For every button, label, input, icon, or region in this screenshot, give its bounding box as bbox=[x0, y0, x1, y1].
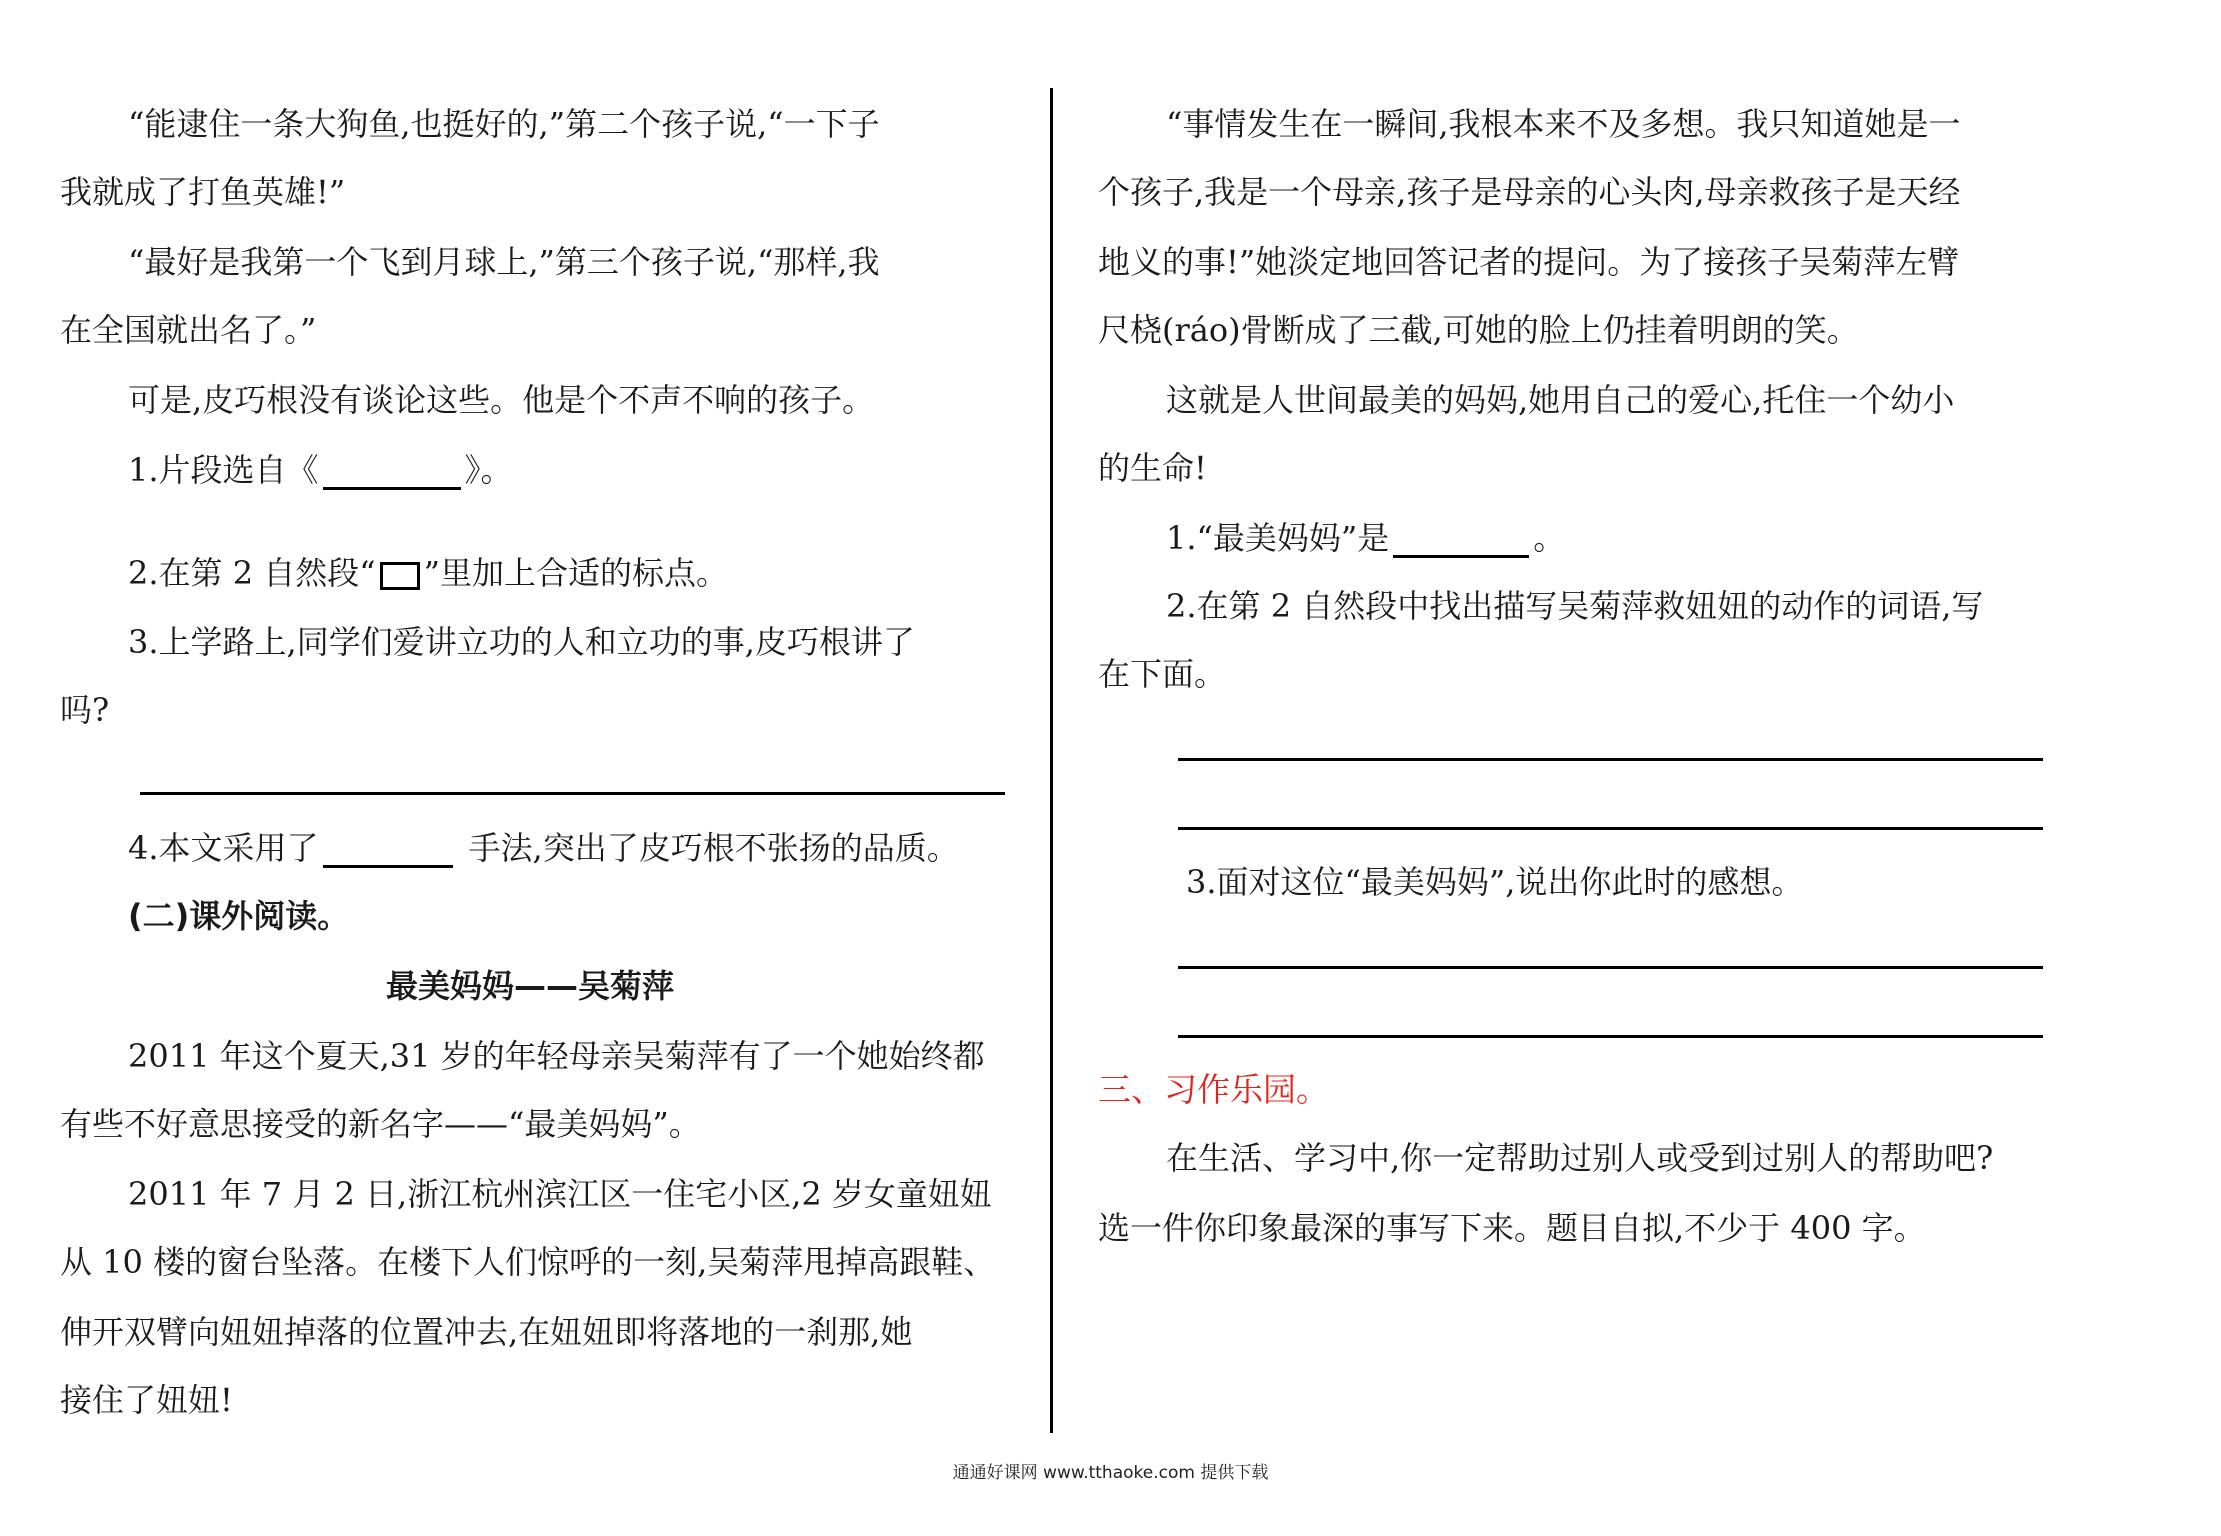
question-2 bbox=[128, 553, 728, 593]
passage-line: 在全国就出名了。” bbox=[60, 311, 317, 349]
column-divider bbox=[1050, 88, 1053, 1433]
article-line: 伸开双臂向妞妞掉落的位置冲去,在妞妞即将落地的一刹那,她 bbox=[60, 1313, 913, 1351]
question-3-cont: 吗? bbox=[60, 691, 110, 729]
writing-prompt-line: 在生活、学习中,你一定帮助过别人或受到过别人的帮助吧? bbox=[1166, 1139, 1994, 1177]
question-r1 bbox=[1166, 518, 1565, 558]
question-1-prefix: 1.片段选自《 bbox=[128, 451, 319, 489]
section-heading-red: 三、习作乐园。 bbox=[1098, 1070, 1329, 1109]
answer-line[interactable] bbox=[1178, 827, 2043, 830]
passage-line: “能逮住一条大狗鱼,也挺好的,”第二个孩子说,“一下子 bbox=[128, 105, 880, 143]
article-line: 这就是人世间最美的妈妈,她用自己的爱心,托住一个幼小 bbox=[1166, 381, 1955, 419]
article-line: 有些不好意思接受的新名字——“最美妈妈”。 bbox=[60, 1105, 701, 1143]
article-title: 最美妈妈——吴菊萍 bbox=[385, 967, 674, 1005]
article-line: 2011 年这个夏天,31 岁的年轻母亲吴菊萍有了一个她始终都 bbox=[128, 1037, 985, 1075]
answer-line[interactable] bbox=[1178, 1035, 2043, 1038]
article-line: 个孩子,我是一个母亲,孩子是母亲的心头肉,母亲救孩子是天经 bbox=[1098, 173, 1961, 211]
question-r1-prefix: 1.“最美妈妈”是 bbox=[1166, 519, 1390, 557]
answer-blank[interactable] bbox=[323, 835, 453, 868]
question-r1-suffix: 。 bbox=[1533, 519, 1566, 557]
article-line: 接住了妞妞! bbox=[60, 1381, 233, 1419]
footer-source: 通通好课网 www.tthaoke.com 提供下载 bbox=[952, 1463, 1269, 1483]
section-heading: (二)课外阅读。 bbox=[128, 897, 350, 935]
question-3: 3.上学路上,同学们爱讲立功的人和立功的事,皮巧根讲了 bbox=[128, 623, 915, 661]
answer-blank[interactable] bbox=[323, 457, 461, 490]
article-line: 的生命! bbox=[1098, 449, 1207, 487]
writing-prompt-line: 选一件你印象最深的事写下来。题目自拟,不少于 400 字。 bbox=[1098, 1209, 1926, 1247]
passage-line: “最好是我第一个飞到月球上,”第三个孩子说,“那样,我 bbox=[128, 243, 880, 281]
answer-line[interactable] bbox=[1178, 966, 2043, 969]
question-4 bbox=[128, 828, 959, 868]
punctuation-box[interactable] bbox=[380, 562, 420, 590]
question-r3: 3.面对这位“最美妈妈”,说出你此时的感想。 bbox=[1186, 863, 1804, 901]
article-line: “事情发生在一瞬间,我根本来不及多想。我只知道她是一 bbox=[1166, 105, 1961, 143]
article-line: 地义的事!”她淡定地回答记者的提问。为了接孩子吴菊萍左臂 bbox=[1098, 243, 1960, 281]
question-1-suffix: 》。 bbox=[464, 451, 513, 489]
article-line: 2011 年 7 月 2 日,浙江杭州滨江区一住宅小区,2 岁女童妞妞 bbox=[128, 1175, 992, 1213]
passage-line: 可是,皮巧根没有谈论这些。他是个不声不响的孩子。 bbox=[128, 381, 875, 419]
question-r2-cont: 在下面。 bbox=[1098, 655, 1227, 693]
article-line: 尺桡(ráo)骨断成了三截,可她的脸上仍挂着明朗的笑。 bbox=[1098, 311, 1859, 349]
question-4-prefix: 4.本文采用了 bbox=[128, 829, 319, 867]
answer-line[interactable] bbox=[140, 792, 1005, 795]
question-1 bbox=[128, 450, 513, 490]
question-2-prefix: 2.在第 2 自然段“ bbox=[128, 554, 376, 592]
question-r2: 2.在第 2 自然段中找出描写吴菊萍救妞妞的动作的词语,写 bbox=[1166, 587, 1984, 625]
answer-line[interactable] bbox=[1178, 758, 2043, 761]
article-line: 从 10 楼的窗台坠落。在楼下人们惊呼的一刻,吴菊萍甩掉高跟鞋、 bbox=[60, 1243, 996, 1281]
answer-blank[interactable] bbox=[1393, 525, 1529, 558]
question-2-suffix: ”里加上合适的标点。 bbox=[423, 554, 728, 592]
passage-line: 我就成了打鱼英雄!” bbox=[60, 173, 346, 211]
question-4-suffix: 手法,突出了皮巧根不张扬的品质。 bbox=[468, 829, 959, 867]
